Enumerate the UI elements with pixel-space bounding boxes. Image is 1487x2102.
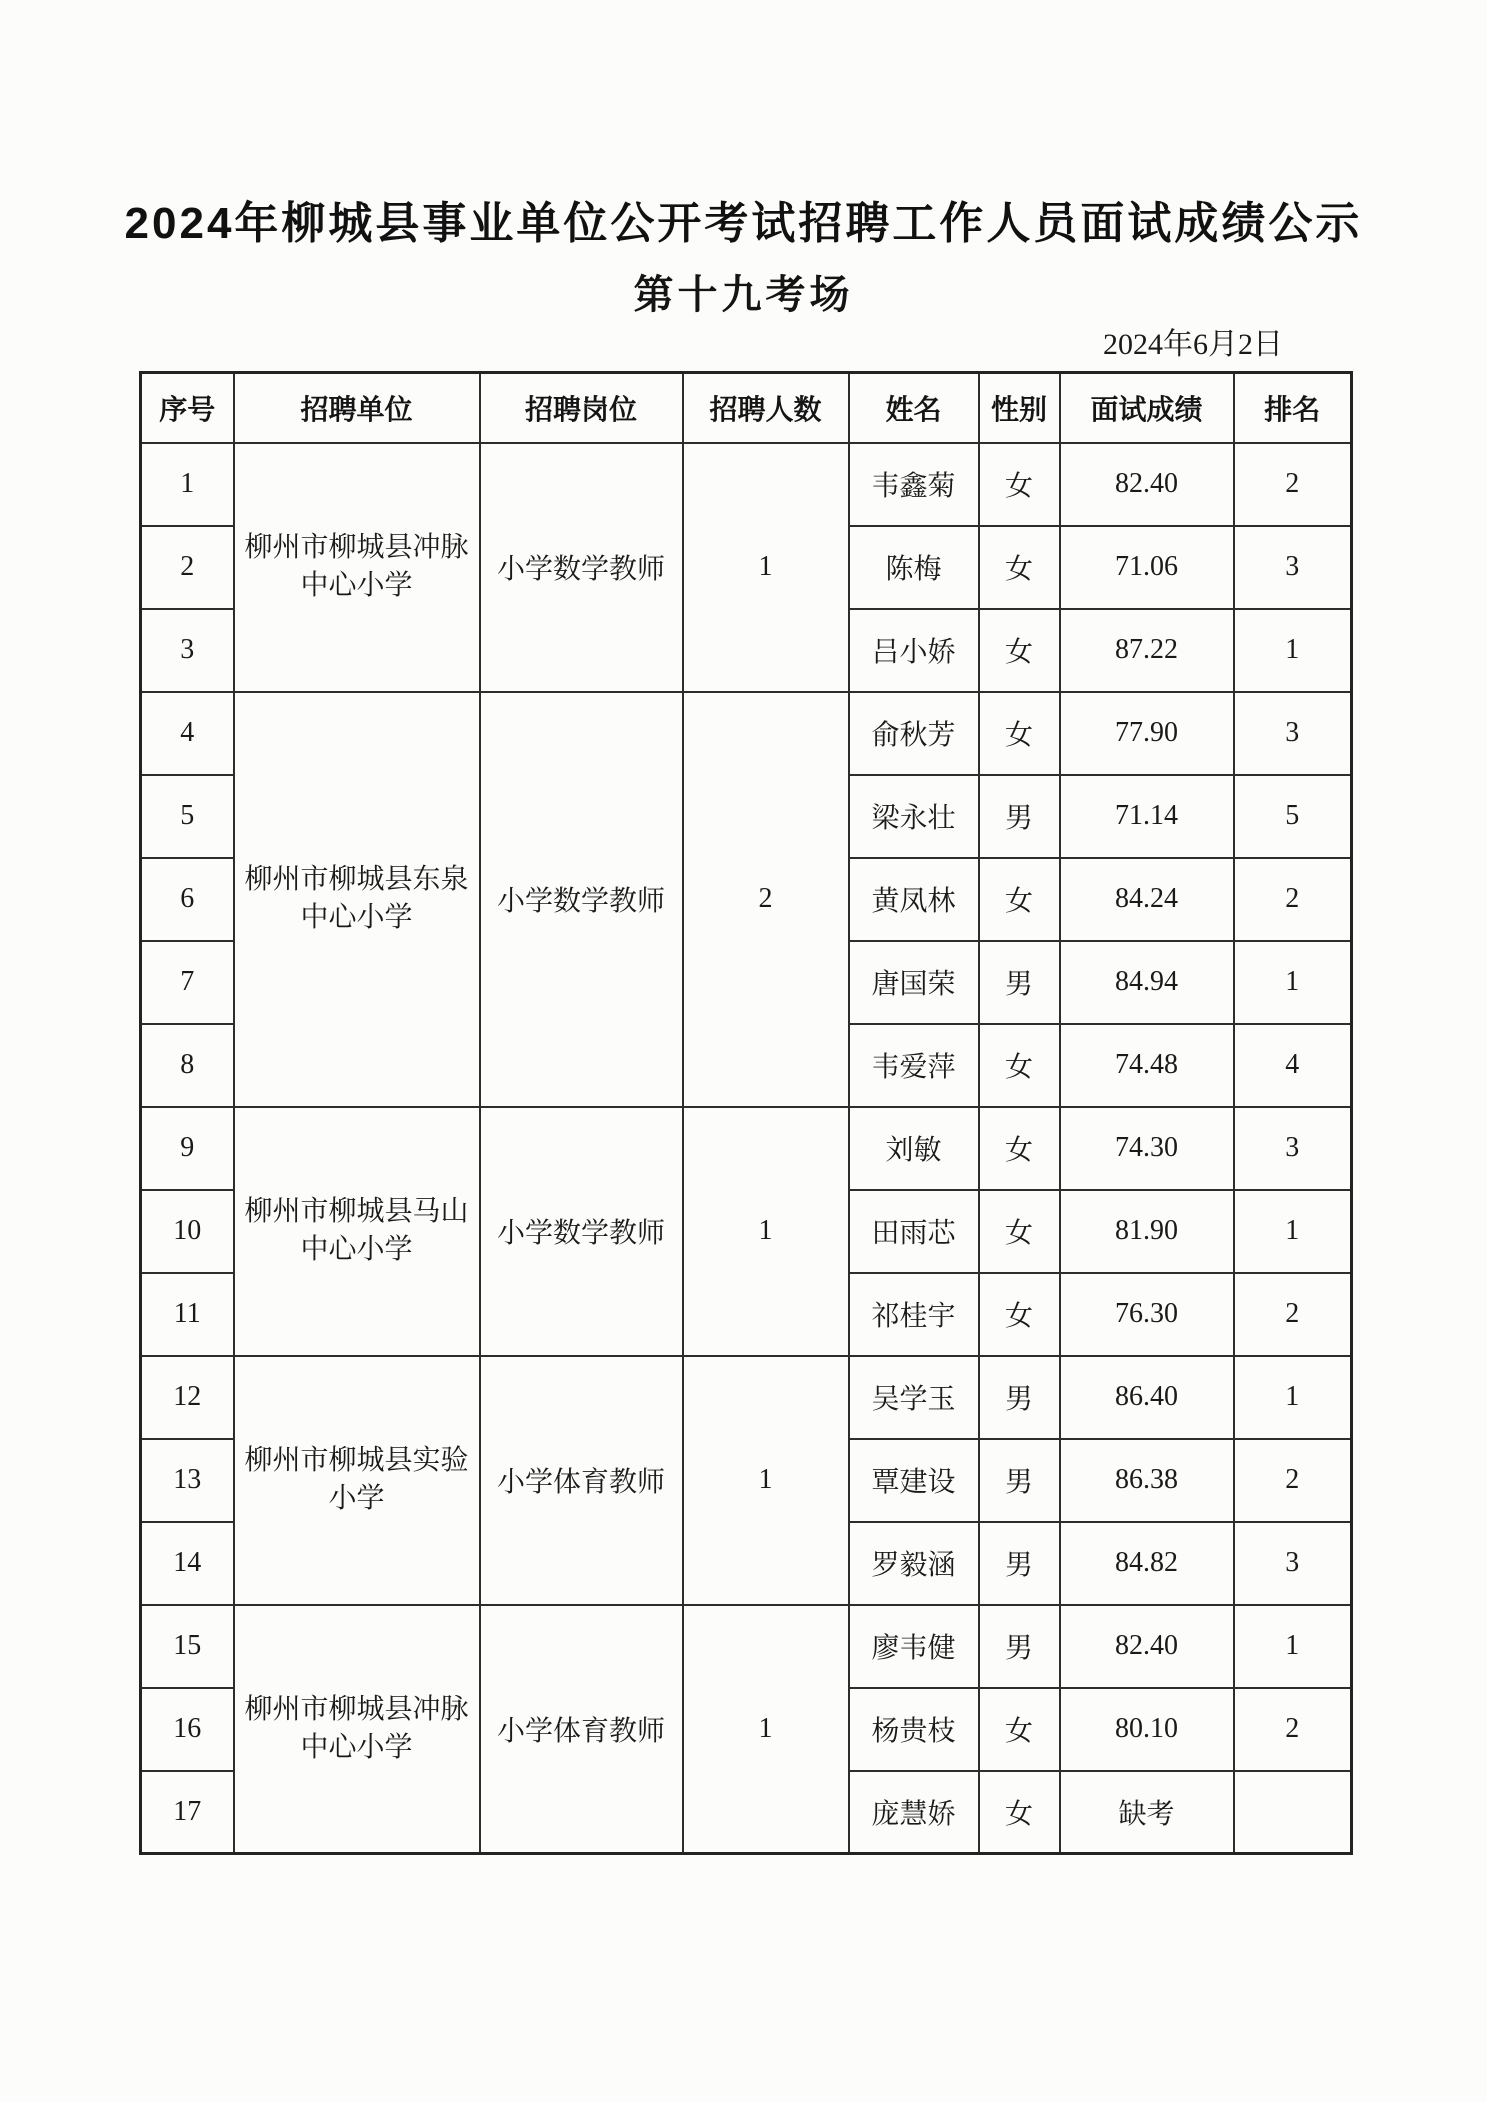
cell-no: 3: [141, 609, 234, 692]
cell-name: 韦鑫菊: [849, 443, 979, 526]
cell-no: 2: [141, 526, 234, 609]
cell-name: 俞秋芳: [849, 692, 979, 775]
cell-score: 71.14: [1060, 775, 1234, 858]
cell-rank: 1: [1234, 941, 1352, 1024]
document-date: 2024年6月2日: [1103, 328, 1283, 361]
cell-score: 84.24: [1060, 858, 1234, 941]
cell-gender: 女: [979, 443, 1060, 526]
cell-unit: 柳州市柳城县东泉中心小学: [234, 692, 480, 1107]
cell-rank: 2: [1234, 1439, 1352, 1522]
cell-name: 杨贵枝: [849, 1688, 979, 1771]
cell-no: 12: [141, 1356, 234, 1439]
cell-score: 74.48: [1060, 1024, 1234, 1107]
cell-no: 14: [141, 1522, 234, 1605]
cell-score: 80.10: [1060, 1688, 1234, 1771]
cell-name: 梁永壮: [849, 775, 979, 858]
cell-score: 81.90: [1060, 1190, 1234, 1273]
column-header-name: 姓名: [849, 373, 979, 443]
column-header-unit: 招聘单位: [234, 373, 480, 443]
cell-gender: 男: [979, 1605, 1060, 1688]
page-title: 2024年柳城县事业单位公开考试招聘工作人员面试成绩公示: [124, 199, 1363, 248]
cell-position: 小学数学教师: [480, 443, 683, 692]
cell-rank: 3: [1234, 1522, 1352, 1605]
cell-rank: 1: [1234, 1356, 1352, 1439]
cell-score: 缺考: [1060, 1771, 1234, 1854]
cell-name: 陈梅: [849, 526, 979, 609]
cell-rank: 3: [1234, 526, 1352, 609]
cell-position: 小学体育教师: [480, 1605, 683, 1854]
cell-no: 13: [141, 1439, 234, 1522]
cell-rank: 4: [1234, 1024, 1352, 1107]
header-row: [141, 373, 1352, 443]
cell-no: 4: [141, 692, 234, 775]
cell-no: 5: [141, 775, 234, 858]
table-row: [141, 1107, 1352, 1190]
cell-name: 庞慧娇: [849, 1771, 979, 1854]
cell-position: 小学体育教师: [480, 1356, 683, 1605]
cell-gender: 男: [979, 1522, 1060, 1605]
cell-name: 吴学玉: [849, 1356, 979, 1439]
cell-unit: 柳州市柳城县冲脉中心小学: [234, 443, 480, 692]
cell-gender: 男: [979, 1356, 1060, 1439]
cell-score: 71.06: [1060, 526, 1234, 609]
cell-unit: 柳州市柳城县马山中心小学: [234, 1107, 480, 1356]
cell-openings: 2: [683, 692, 849, 1107]
cell-name: 廖韦健: [849, 1605, 979, 1688]
cell-no: 10: [141, 1190, 234, 1273]
cell-rank: 1: [1234, 609, 1352, 692]
column-header-gender: 性别: [979, 373, 1060, 443]
cell-gender: 男: [979, 941, 1060, 1024]
table-row: [141, 692, 1352, 775]
cell-name: 唐国荣: [849, 941, 979, 1024]
cell-unit: 柳州市柳城县冲脉中心小学: [234, 1605, 480, 1854]
column-header-rank: 排名: [1234, 373, 1352, 443]
cell-position: 小学数学教师: [480, 692, 683, 1107]
cell-name: 田雨芯: [849, 1190, 979, 1273]
cell-openings: 1: [683, 1107, 849, 1356]
cell-name: 黄凤林: [849, 858, 979, 941]
cell-score: 76.30: [1060, 1273, 1234, 1356]
cell-rank: 2: [1234, 1688, 1352, 1771]
cell-rank: 2: [1234, 1273, 1352, 1356]
cell-gender: 男: [979, 1439, 1060, 1522]
cell-no: 16: [141, 1688, 234, 1771]
cell-no: 6: [141, 858, 234, 941]
cell-unit: 柳州市柳城县实验小学: [234, 1356, 480, 1605]
cell-rank: 2: [1234, 443, 1352, 526]
cell-name: 覃建设: [849, 1439, 979, 1522]
column-header-position: 招聘岗位: [480, 373, 683, 443]
cell-gender: 女: [979, 1024, 1060, 1107]
table-row: [141, 1605, 1352, 1688]
cell-rank: 3: [1234, 1107, 1352, 1190]
exam-room-subtitle: 第十九考场: [633, 273, 854, 317]
cell-openings: 1: [683, 1356, 849, 1605]
cell-gender: 男: [979, 775, 1060, 858]
cell-gender: 女: [979, 1771, 1060, 1854]
cell-no: 1: [141, 443, 234, 526]
cell-rank: 1: [1234, 1190, 1352, 1273]
column-header-openings: 招聘人数: [683, 373, 849, 443]
cell-gender: 女: [979, 858, 1060, 941]
cell-rank: 1: [1234, 1605, 1352, 1688]
table-row: [141, 1356, 1352, 1439]
cell-name: 祁桂宇: [849, 1273, 979, 1356]
column-header-no: 序号: [141, 373, 234, 443]
cell-gender: 女: [979, 1190, 1060, 1273]
cell-name: 吕小娇: [849, 609, 979, 692]
cell-no: 7: [141, 941, 234, 1024]
cell-score: 82.40: [1060, 1605, 1234, 1688]
cell-gender: 女: [979, 609, 1060, 692]
cell-gender: 女: [979, 1107, 1060, 1190]
cell-rank: 3: [1234, 692, 1352, 775]
cell-rank: 2: [1234, 858, 1352, 941]
cell-no: 15: [141, 1605, 234, 1688]
cell-score: 86.40: [1060, 1356, 1234, 1439]
cell-no: 11: [141, 1273, 234, 1356]
cell-score: 74.30: [1060, 1107, 1234, 1190]
column-header-score: 面试成绩: [1060, 373, 1234, 443]
cell-gender: 女: [979, 526, 1060, 609]
cell-gender: 女: [979, 1688, 1060, 1771]
cell-rank: 5: [1234, 775, 1352, 858]
cell-position: 小学数学教师: [480, 1107, 683, 1356]
table-row: [141, 443, 1352, 526]
cell-name: 罗毅涵: [849, 1522, 979, 1605]
cell-score: 77.90: [1060, 692, 1234, 775]
cell-name: 韦爱萍: [849, 1024, 979, 1107]
cell-score: 84.82: [1060, 1522, 1234, 1605]
cell-openings: 1: [683, 443, 849, 692]
cell-score: 84.94: [1060, 941, 1234, 1024]
interview-score-table: [139, 371, 1353, 1855]
cell-gender: 女: [979, 1273, 1060, 1356]
cell-no: 17: [141, 1771, 234, 1854]
cell-no: 9: [141, 1107, 234, 1190]
cell-rank: [1234, 1771, 1352, 1854]
cell-name: 刘敏: [849, 1107, 979, 1190]
cell-score: 82.40: [1060, 443, 1234, 526]
cell-score: 87.22: [1060, 609, 1234, 692]
cell-no: 8: [141, 1024, 234, 1107]
cell-gender: 女: [979, 692, 1060, 775]
cell-openings: 1: [683, 1605, 849, 1854]
cell-score: 86.38: [1060, 1439, 1234, 1522]
